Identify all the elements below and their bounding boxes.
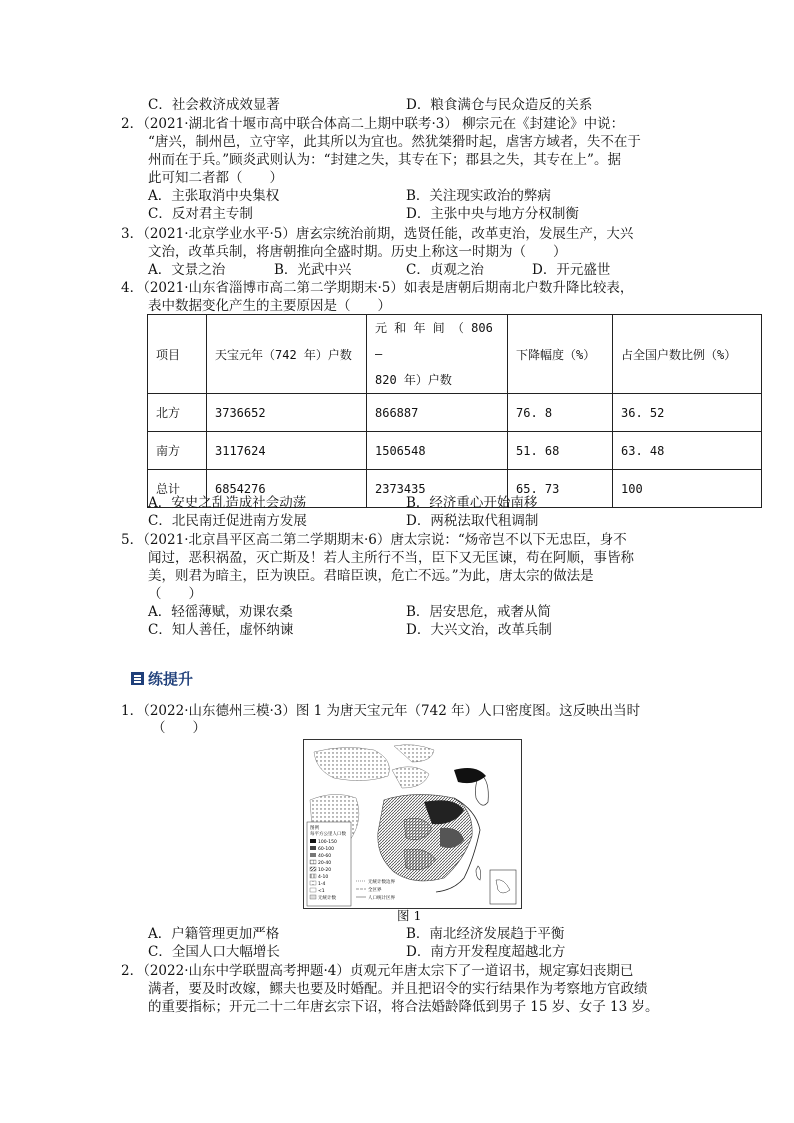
svg-text:20-40: 20-40 [318,861,332,866]
option-a: A．轻徭薄赋，劝课农桑 [148,604,293,620]
option-d: D．粮食满仓与民众造反的关系 [406,97,593,113]
question-5-stem-cont: 闻过，恶积祸盈，灭亡斯及！若人主所行不当，臣下又无匡谏，苟在阿顺，事皆称 [148,550,634,566]
svg-text:40-60: 40-60 [318,854,332,859]
table-cell: 76. 8 [508,394,613,432]
table-cell: 3117624 [207,432,367,470]
practice-1-stem-cont: （ ） [152,720,206,736]
option-b: B．经济重心开始南移 [406,495,538,511]
option-c: C．北民南迁促进南方发展 [148,513,307,529]
table-cell: 1506548 [367,432,508,470]
map-line-legend [356,878,395,901]
table-cell: 南方 [148,432,207,470]
svg-text:1-4: 1-4 [318,882,326,887]
option-d: D．两税法取代租调制 [406,513,539,529]
svg-text:无统计数: 无统计数 [318,896,336,901]
table-cell: 北方 [148,394,207,432]
svg-text:无统计数边界: 无统计数边界 [368,880,395,885]
svg-text:60-100: 60-100 [318,847,334,852]
population-density-map [303,739,522,909]
table-cell: 6854276 [207,470,367,508]
svg-text:10-20: 10-20 [318,868,332,873]
option-c: C．反对君主专制 [148,206,253,222]
practice-2-stem-cont: 满者，要及时改嫁，鳏夫也要及时婚配。并且把诏令的实行结果作为考察地方官政绩 [148,981,648,997]
option-b: B．关注现实政治的弊病 [406,188,551,204]
option-a: A．安史之乱造成社会动荡 [148,495,307,511]
option-d: D．大兴文治，改革兵制 [406,622,552,638]
table-header: 项目 [148,315,207,394]
svg-text:人口统计区界: 人口统计区界 [368,896,395,901]
question-3-stem-cont: 文治，改革兵制，将唐朝推向全盛时期。历史上称这一时期为（ ） [148,244,567,260]
table-header: 元 和 年 间 （ 806— 820 年）户数 [367,315,508,394]
figure-caption: 图 1 [397,908,422,923]
table-cell: 866887 [367,394,508,432]
svg-text:全区界: 全区界 [368,888,382,893]
question-2-stem-cont: 此可知二者都（ ） [148,170,283,186]
table-cell: 51. 68 [508,432,613,470]
practice-2-stem: 2．（2022·山东中学联盟高考押题·4）贞观元年唐太宗下了一道诏书，规定寡妇丧期已 [121,963,634,979]
option-d: D．开元盛世 [532,262,611,278]
option-b: B．光武中兴 [274,262,352,278]
table-row [148,394,762,432]
option-a: A．户籍管理更加严格 [148,926,280,942]
table-cell: 3736652 [207,394,367,432]
table-row [148,432,762,470]
table-header-row [148,315,762,394]
question-5-stem-cont: 美，则君为暗主，臣为谀臣。君暗臣谀，危亡不远。”为此，唐太宗的做法是 [148,568,594,584]
list-icon [131,672,144,685]
question-4-stem-cont: 表中数据变化产生的主要原因是（ ） [148,298,391,314]
option-d: D．南方开发程度超越北方 [406,944,566,960]
table-header: 下降幅度（%） [508,315,613,394]
option-c: C．社会救济成效显著 [148,97,280,113]
table-cell: 100 [613,470,762,508]
option-a: A．文景之治 [148,262,226,278]
household-table [147,314,762,508]
svg-text:4-10: 4-10 [318,875,329,880]
table-cell: 65. 73 [508,470,613,508]
section-header [131,668,193,689]
option-c: C．知人善任，虚怀纳谏 [148,622,294,638]
question-5-stem: 5．（2021·北京昌平区高二第二学期期末·6）唐太宗说：“炀帝岂不以下无忠臣，身不 [121,532,627,548]
option-a: A．主张取消中央集权 [148,188,280,204]
map-legend-title: 图例 [310,826,319,831]
map-legend-subtitle: 每平方公里人口数 [310,832,346,837]
option-b: B．南北经济发展趋于平衡 [406,926,565,942]
svg-text:100-150: 100-150 [318,840,337,845]
table-cell: 36. 52 [613,394,762,432]
question-2-stem-cont: “唐兴，制州邑，立守宰，此其所以为宜也。然犹桀猾时起，虐害方域者，失不在于 [148,134,641,150]
option-b: B．居安思危，戒奢从简 [406,604,551,620]
option-c: C．全国人口大幅增长 [148,944,280,960]
table-cell: 总计 [148,470,207,508]
practice-1-stem: 1．（2022·山东德州三模·3）图 1 为唐天宝元年（742 年）人口密度图。这反映出当时 [121,703,641,719]
section-title: 练提升 [148,670,194,688]
table-cell: 63. 48 [613,432,762,470]
question-3-stem: 3．（2021·北京学业水平·5）唐玄宗统治前期，选贤任能，改革吏治，发展生产，大兴 [121,226,634,242]
option-c: C．贞观之治 [406,262,484,278]
table-cell: 2373435 [367,470,508,508]
question-2-stem: 2．（2021·湖北省十堰市高中联合体高二上期中联考·3） 柳宗元在《封建论》中说： [121,116,625,132]
question-4-stem: 4．（2021·山东省淄博市高二第二学期期末·5）如表是唐朝后期南北户数升降比较表， [121,280,634,296]
table-header: 占全国户数比例（%） [613,315,762,394]
table-header: 天宝元年（742 年）户数 [207,315,367,394]
svg-text:<1: <1 [318,889,325,894]
question-2-stem-cont: 州而在于兵。”顾炎武则认为：“封建之失，其专在下；郡县之失，其专在上”。据 [148,152,621,168]
question-5-stem-cont: （ ） [148,586,202,602]
practice-2-stem-cont: 的重要指标；开元二十二年唐玄宗下诏，将合法婚龄降低到男子 15 岁、女子 13 岁。 [148,999,659,1015]
option-d: D．主张中央与地方分权制衡 [406,206,579,222]
